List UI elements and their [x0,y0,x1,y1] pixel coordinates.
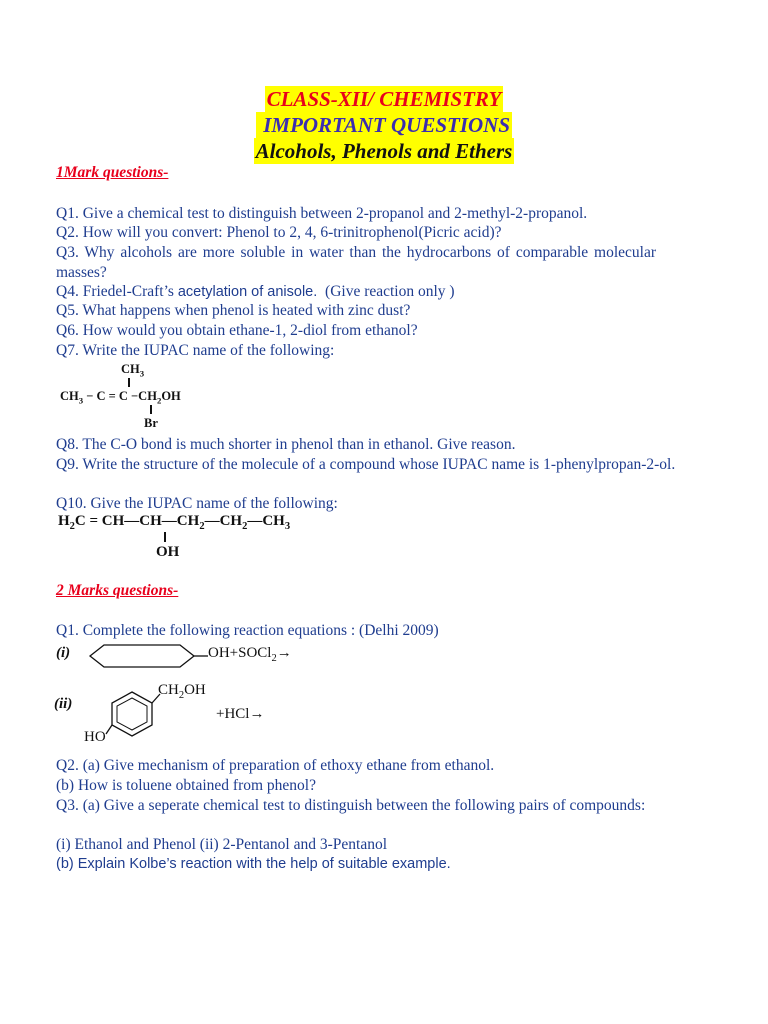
question-1-1: Q1. Give a chemical test to distinguish between 2-propanol and 2-methyl-2-propanol. [56,205,588,222]
question-2-3i: (i) Ethanol and Phenol (ii) 2-Pentanol and 3-Pentanol [56,836,388,853]
question-2-1: Q1. Complete the following reaction equations : (Delhi 2009) [56,622,439,639]
question-1-8: Q8. The C-O bond is much shorter in phenol than in ethanol. Give reason. [56,436,516,453]
title-important: IMPORTANT QUESTIONS [257,113,511,137]
q4-part-b: acetylation of anisole. [177,284,318,300]
question-1-10: Q10. Give the IUPAC name of the following: [56,495,338,512]
question-1-6: Q6. How would you obtain ethane-1, 2-diol from ethanol? [56,322,418,339]
q10-chain: $H_2C$ = $CH—CH—CH_2—CH_2—CH_3$ [58,513,291,532]
title-block [0,86,768,164]
reaction-ii [54,680,314,750]
q4-part-a: Q4. Friedel-Craft’s [56,283,178,300]
reaction-ii-label: (ii) [54,696,73,712]
reaction-ii-ho: HO [84,729,106,745]
question-2-3b: (b) Explain Kolbe’s reaction with the help of suitable example. [56,856,451,872]
reaction-i-reagent: OH+SOCl$_2$→ [208,645,292,664]
reaction-ii-hcl: +HCl→ [216,706,265,722]
reaction-i [56,641,296,671]
reaction-ii-ch2oh: $CH_2OH$ [158,682,206,701]
q4-part-c: (Give reaction only ) [317,283,455,300]
q10-oh: OH [156,544,180,560]
question-2-2b: (b) How is toluene obtained from phenol? [56,777,316,794]
question-1-7: Q7. Write the IUPAC name of the following: [56,342,335,359]
question-2-2a: Q2. (a) Give mechanism of preparation of ethoxy ethane from ethanol. [56,757,495,774]
heading-2mark: 2 Marks questions- [56,582,179,599]
q7-br: Br [144,416,158,430]
reaction-i-label: (i) [56,645,71,661]
cyclohexane-ring-icon [88,643,216,669]
question-1-9: Q9. Write the structure of the molecule of a compound whose IUPAC name is 1-phenylpropan-2-ol. [56,456,676,473]
question-1-3: Q3. Why alcohols are more soluble in water than the hydrocarbons of comparable molecular masses? [56,244,656,281]
q7-main-chain: $CH_3 - C = C -CH_2OH$ [60,389,181,406]
structure-q10 [58,513,378,563]
question-1-4 [56,282,716,303]
title-topic: Alcohols, Phenols and Ethers [255,139,513,163]
question-2-3a: Q3. (a) Give a seperate chemical test to distinguish between the following pairs of compounds: [56,797,646,814]
q7-bond-up [128,378,130,387]
q7-bond-down [150,405,152,414]
question-1-2: Q2. How will you convert: Phenol to 2, 4, 6-trinitrophenol(Picric acid)? [56,224,502,241]
q10-bond-down [164,532,166,542]
title-class: CLASS-XII/ CHEMISTRY [266,87,502,111]
structure-q7 [56,362,256,430]
heading-1mark: 1Mark questions- [56,164,169,181]
question-1-5: Q5. What happens when phenol is heated with zinc dust? [56,302,411,319]
q7-ch3-top: $CH_3$ [121,362,145,379]
